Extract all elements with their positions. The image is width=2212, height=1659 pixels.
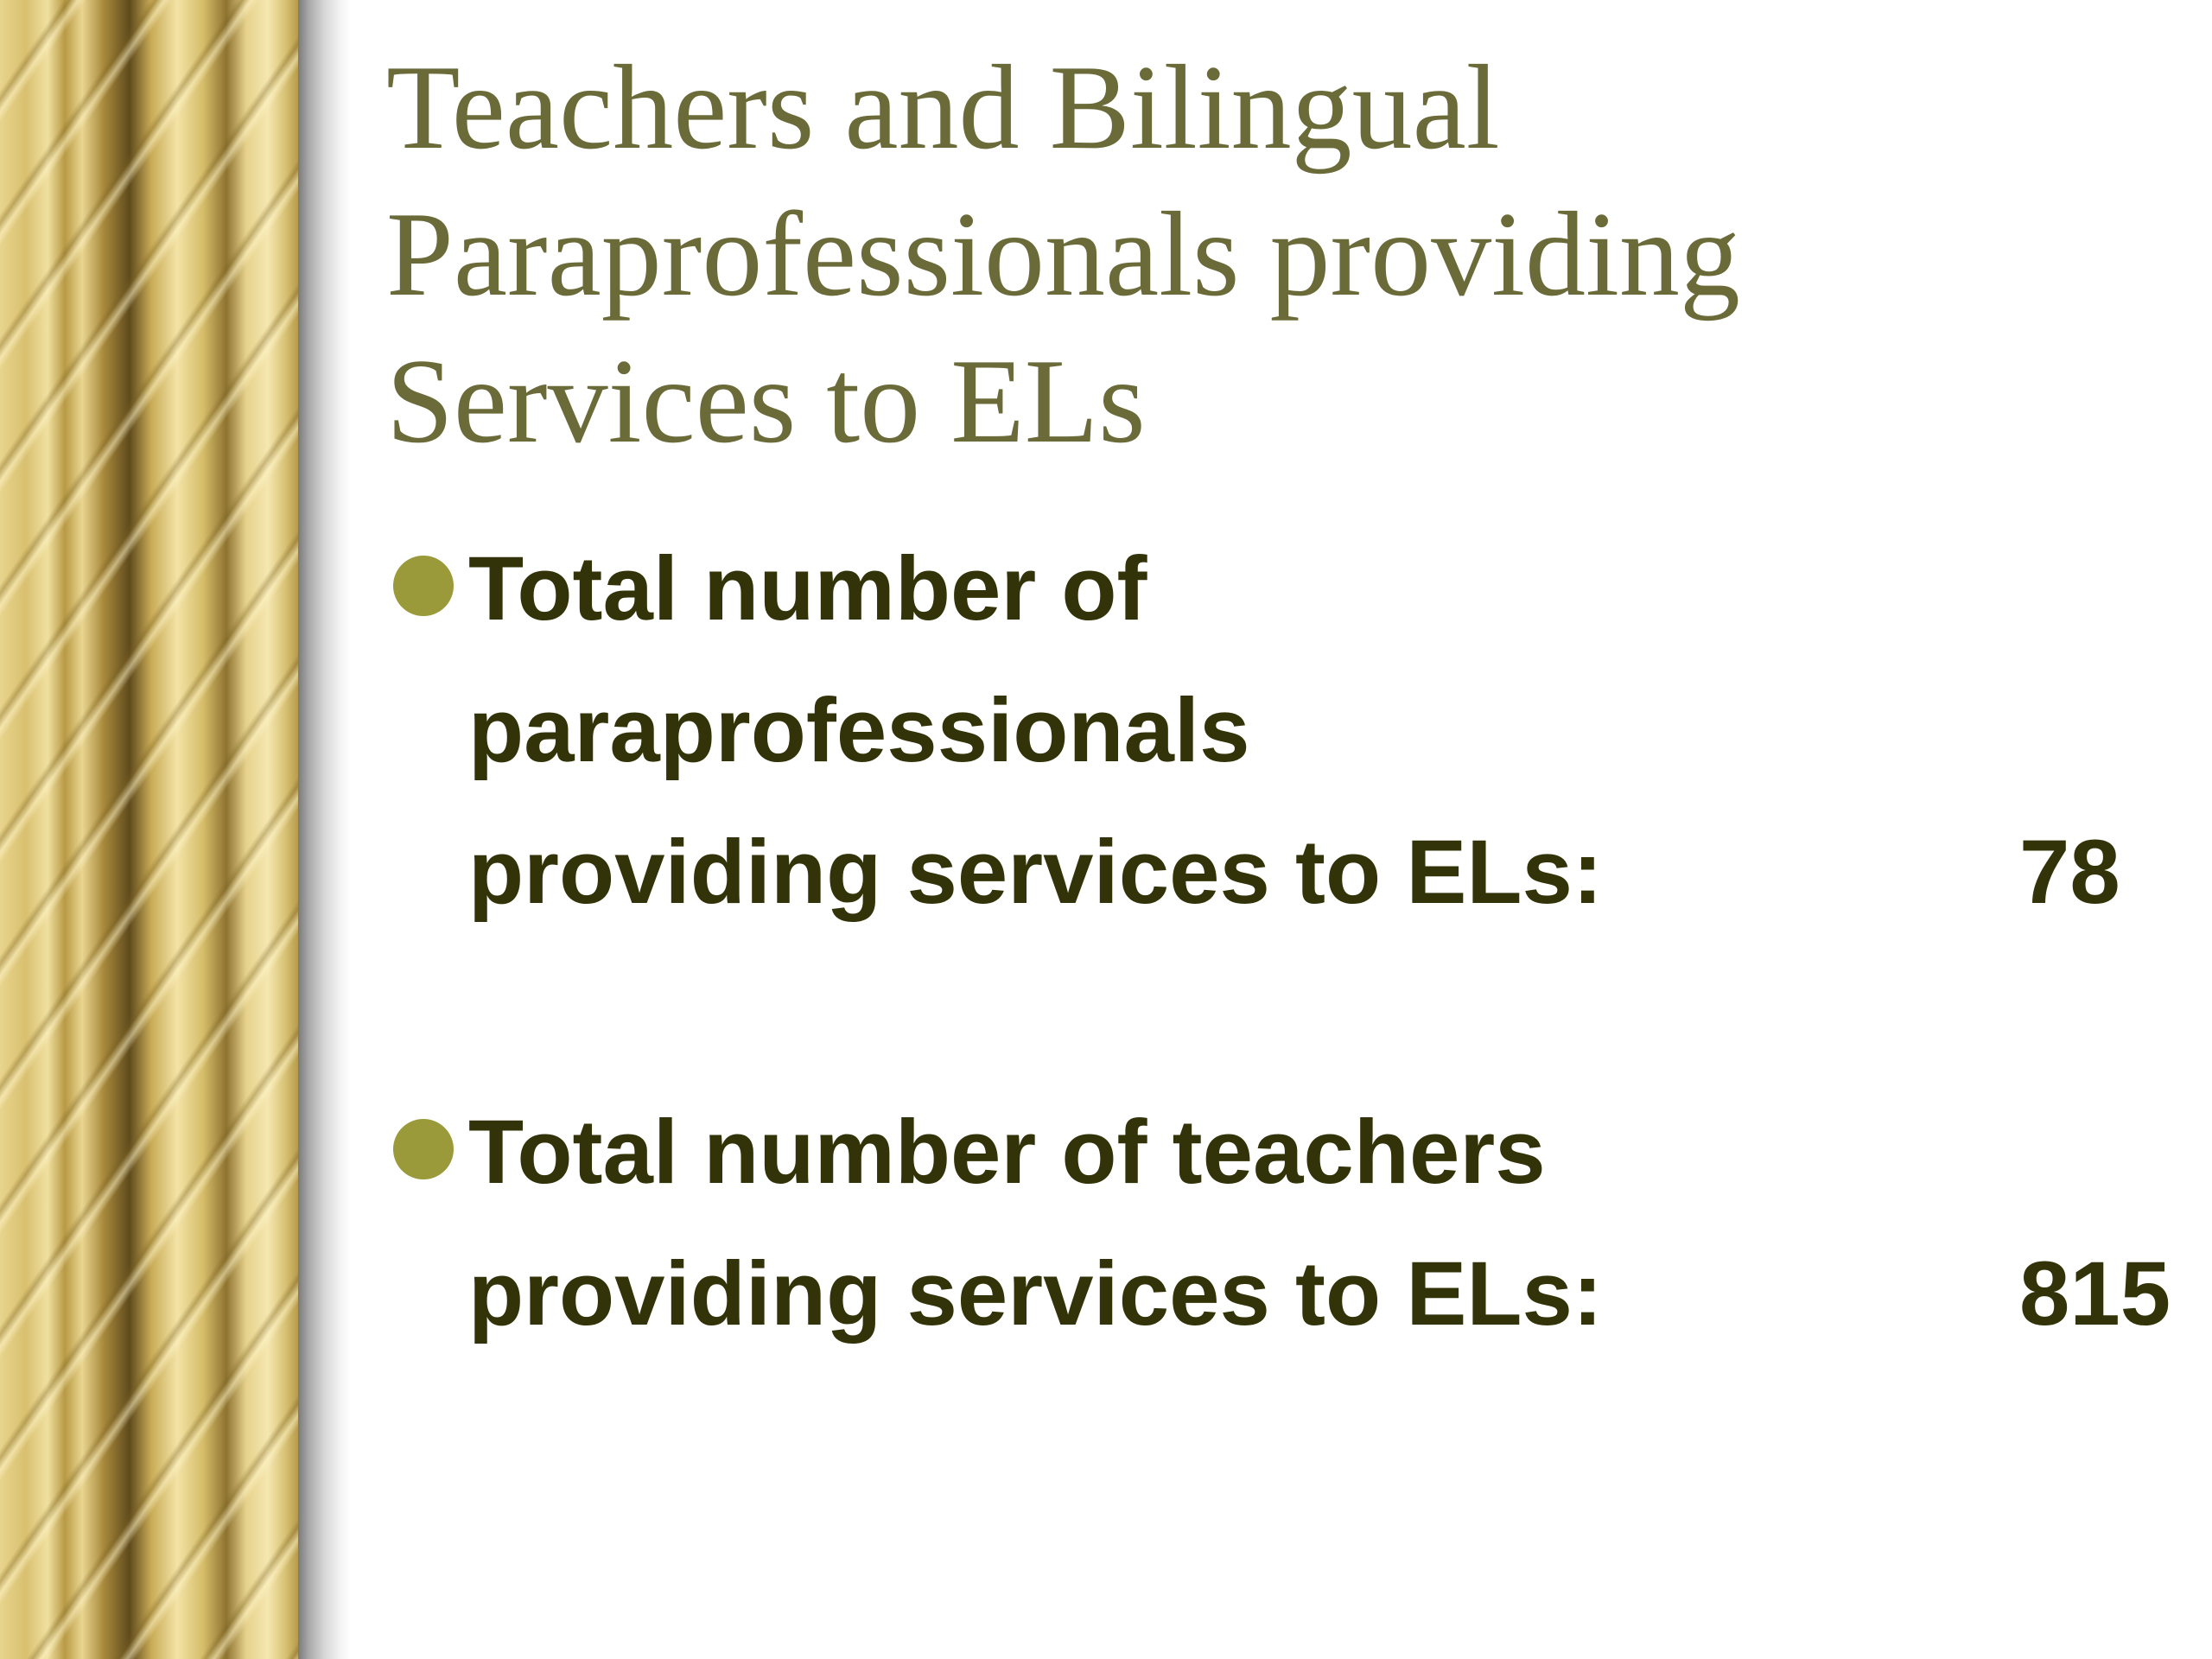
bullet-dot-icon xyxy=(393,556,454,616)
bullet-text-line: Total number of teachers xyxy=(468,1102,1546,1203)
title-line: Teachers and Bilingual xyxy=(386,41,1500,175)
title-line: Paraprofessionals providing xyxy=(386,188,1740,321)
title-line: Services to ELs xyxy=(386,334,1146,468)
bullet-list xyxy=(386,518,2171,1365)
bullet-teachers xyxy=(386,1082,2171,1365)
slide-title xyxy=(386,35,2028,475)
bullet-paraprofessionals xyxy=(386,518,2158,944)
decorative-gold-column xyxy=(0,0,298,1659)
bullet-label: providing services to ELs: xyxy=(468,822,1603,923)
bullet-label: providing services to ELs: xyxy=(468,1243,1603,1344)
bullet-dot-icon xyxy=(393,1119,454,1179)
column-shadow xyxy=(298,0,350,1659)
teachers-count: 815 xyxy=(2019,1243,2171,1344)
bullet-text-line: paraprofessionals xyxy=(468,680,1250,781)
bullet-text-line: Total number of xyxy=(468,538,1147,639)
paraprofessionals-count: 78 xyxy=(2019,822,2120,923)
bullet-text-line xyxy=(468,802,2158,944)
bullet-text-line xyxy=(468,1224,2171,1365)
